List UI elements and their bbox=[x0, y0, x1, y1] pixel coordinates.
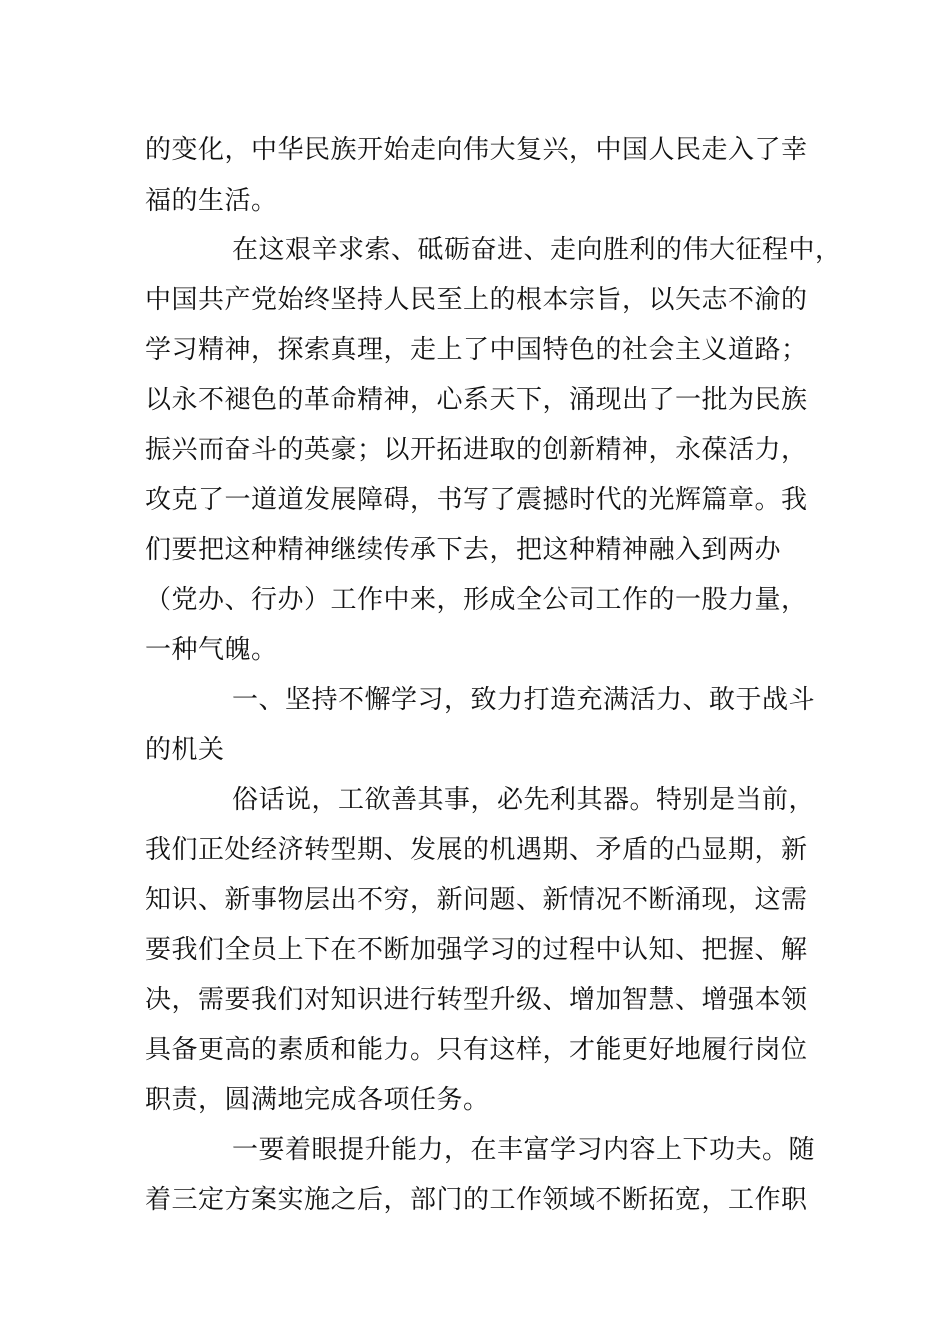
text-line: 具备更高的素质和能力。只有这样，才能更好地履行岗位 bbox=[145, 1035, 808, 1065]
text-line: 知识、新事物层出不穷，新问题、新情况不断涌现，这需 bbox=[145, 885, 808, 915]
text-line: 职责，圆满地完成各项任务。 bbox=[145, 1085, 490, 1115]
paragraph-first-line: 一要着眼提升能力，在丰富学习内容上下功夫。随 bbox=[232, 1135, 816, 1165]
text-line: 的变化，中华民族开始走向伟大复兴，中国人民走入了幸 bbox=[145, 135, 808, 165]
text-line: 我们正处经济转型期、发展的机遇期、矛盾的凸显期，新 bbox=[145, 835, 808, 865]
text-line: 中国共产党始终坚持人民至上的根本宗旨，以矢志不渝的 bbox=[145, 285, 808, 315]
text-line: 以永不褪色的革命精神，心系天下，涌现出了一批为民族 bbox=[145, 385, 808, 415]
text-line: 要我们全员上下在不断加强学习的过程中认知、把握、解 bbox=[145, 935, 808, 965]
section-heading-continued: 的机关 bbox=[145, 735, 225, 765]
text-line: 一种气魄。 bbox=[145, 635, 278, 665]
section-heading: 一、坚持不懈学习，致力打造充满活力、敢于战斗 bbox=[232, 685, 816, 715]
paragraph-first-line: 俗话说，工欲善其事，必先利其器。特别是当前， bbox=[232, 785, 816, 815]
text-line: 决，需要我们对知识进行转型升级、增加智慧、增强本领 bbox=[145, 985, 808, 1015]
text-line: 振兴而奋斗的英豪；以开拓进取的创新精神，永葆活力， bbox=[145, 435, 808, 465]
text-line: 攻克了一道道发展障碍，书写了震撼时代的光辉篇章。我 bbox=[145, 485, 808, 515]
text-line: 们要把这种精神继续传承下去，把这种精神融入到两办 bbox=[145, 535, 782, 565]
text-line: 学习精神，探索真理，走上了中国特色的社会主义道路； bbox=[145, 335, 808, 365]
paragraph-first-line: 在这艰辛求索、砥砺奋进、走向胜利的伟大征程中， bbox=[232, 235, 842, 265]
text-line: （党办、行办）工作中来，形成全公司工作的一股力量， bbox=[145, 585, 808, 615]
text-line: 福的生活。 bbox=[145, 186, 278, 216]
text-line: 着三定方案实施之后，部门的工作领域不断拓宽，工作职 bbox=[145, 1185, 808, 1215]
